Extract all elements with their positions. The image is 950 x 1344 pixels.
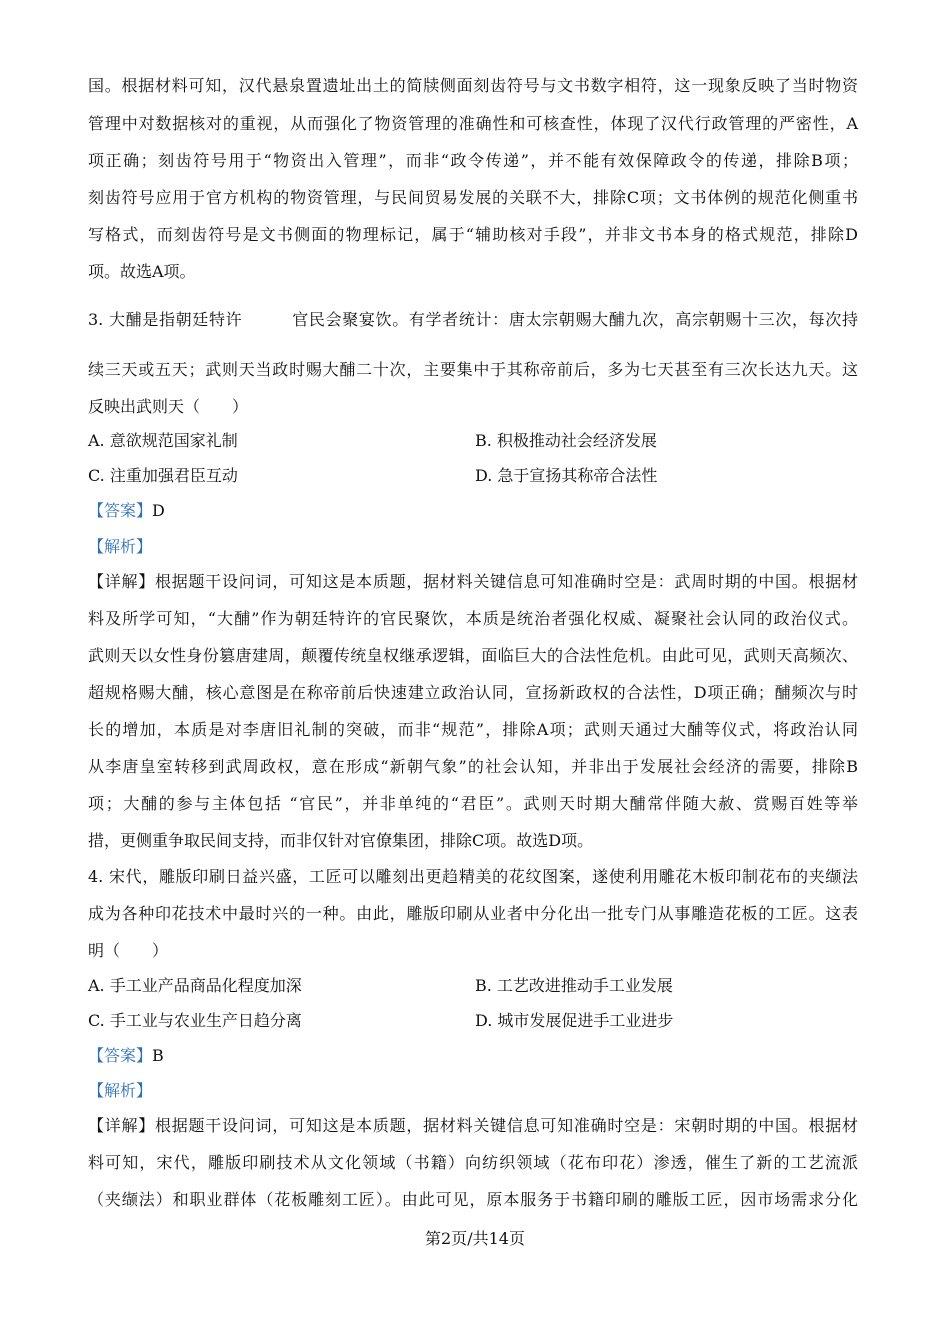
option-c: C. 注重加强君臣互动 <box>88 466 238 485</box>
question-stem: 反映出武则天（ ） <box>88 397 249 416</box>
detail-line: 料及所学可知，“大酺”作为朝廷特许的官民聚饮，本质是统治者强化权威、凝聚社会认同的政治仪式。 <box>88 609 858 628</box>
option-b: B. 工艺改进推动手工业发展 <box>475 976 673 995</box>
detail-line: 超规格赐大酺，核心意图是在称帝前后快速建立政治认同，宣扬新政权的合法性，D项正确；酺频次与时 <box>88 683 858 702</box>
text-line: 刻齿符号应用于官方机构的物资管理，与民间贸易发展的关联不大，排除C项；文书体例的规范化侧重书 <box>88 188 858 207</box>
detail-line: 长的增加，本质是对李唐旧礼制的突破，而非“规范”，排除A项；武则天通过大酺等仪式，将政治认同 <box>88 720 858 739</box>
analysis-heading <box>88 1080 858 1102</box>
answer-label: 【答案】 <box>88 501 153 520</box>
text-line: 管理中对数据核对的重视，从而强化了物资管理的准确性和可核查性，体现了汉代行政管理的严密性，A <box>88 114 858 133</box>
option-b: B. 积极推动社会经济发展 <box>475 431 657 450</box>
analysis-label: 【解析】 <box>88 1081 153 1100</box>
option-d: D. 城市发展促进手工业进步 <box>475 1011 674 1030</box>
question-stem: 成为各种印花技术中最时兴的一种。由此，雕版印刷从业者中分化出一批专门从事雕造花板的工匠。这表 <box>88 904 858 923</box>
detail-text: 根据题干设问词，可知这是本质题，据材料关键信息可知准确时空是：宋朝时期的中国。根据材 <box>155 1116 858 1135</box>
question-stem: 4. 宋代，雕版印刷日益兴盛，工匠可以雕刻出更趋精美的花纹图案，遂使利用雕花木板印制花布的夹缬法 <box>88 867 858 886</box>
analysis-label: 【解析】 <box>88 537 153 556</box>
detail-line: 料可知，宋代，雕版印刷技术从文化领域（书籍）向纺织领域（花布印花）渗透，催生了新的工艺流派 <box>88 1153 858 1172</box>
text-line: 国。根据材料可知，汉代悬泉置遗址出土的简牍侧面刻齿符号与文书数字相符，这一现象反映了当时物资 <box>88 76 858 95</box>
question-stem: 3. 大酺是指朝廷特许 官民会聚宴饮。有学者统计：唐太宗朝赐大酺九次，高宗朝赐十三次，每次持 <box>88 310 858 329</box>
option-c: C. 手工业与农业生产日趋分离 <box>88 1011 302 1030</box>
question-stem: 续三天或五天；武则天当政时赐大酺二十次，主要集中于其称帝前后，多为七天甚至有三次长达九天。这 <box>88 360 858 379</box>
detail-line: （夹缬法）和职业群体（花板雕刻工匠）。由此可见，原本服务于书籍印刷的雕版工匠，因市场需求分化 <box>88 1190 858 1209</box>
detail-line: 武则天以女性身份篡唐建周，颠覆传统皇权继承逻辑，面临巨大的合法性危机。由此可见，武则天高频次、 <box>88 646 858 665</box>
detail-line <box>88 571 858 593</box>
detail-label: 【详解】 <box>88 1116 156 1135</box>
answer-line <box>88 1045 858 1067</box>
analysis-heading <box>88 536 858 558</box>
detail-line: 从李唐皇室转移到武周政权，意在形成“新朝气象”的社会认知，并非出于发展社会经济的需要，排除B <box>88 757 858 776</box>
detail-line <box>88 1115 858 1137</box>
page-footer: 第2页/共14页 <box>425 1229 525 1248</box>
question-stem: 明（ ） <box>88 941 169 960</box>
detail-line: 措，更侧重争取民间支持，而非仅针对官僚集团，排除C项。故选D项。 <box>88 831 594 850</box>
answer-value: B <box>152 1046 164 1065</box>
text-line: 项正确；刻齿符号用于“物资出入管理”，而非“政令传递”，并不能有效保障政令的传递，排除B项； <box>88 151 858 170</box>
text-line: 项。故选A项。 <box>88 262 196 281</box>
option-a: A. 意欲规范国家礼制 <box>88 431 238 450</box>
detail-label: 【详解】 <box>88 572 156 591</box>
answer-value: D <box>152 501 165 520</box>
detail-text: 根据题干设问词，可知这是本质题，据材料关键信息可知准确时空是：武周时期的中国。根据材 <box>155 572 858 591</box>
detail-line: 项；大酺的参与主体包括 “官民”，并非单纯的“君臣”。武则天时期大酺常伴随大赦、赏赐百姓等举 <box>88 794 858 813</box>
option-d: D. 急于宣扬其称帝合法性 <box>475 466 658 485</box>
answer-line <box>88 500 858 522</box>
option-a: A. 手工业产品商品化程度加深 <box>88 976 302 995</box>
text-line: 写格式，而刻齿符号是文书侧面的物理标记，属于“辅助核对手段”，并非文书本身的格式规范，排除D <box>88 225 858 244</box>
answer-label: 【答案】 <box>88 1046 153 1065</box>
